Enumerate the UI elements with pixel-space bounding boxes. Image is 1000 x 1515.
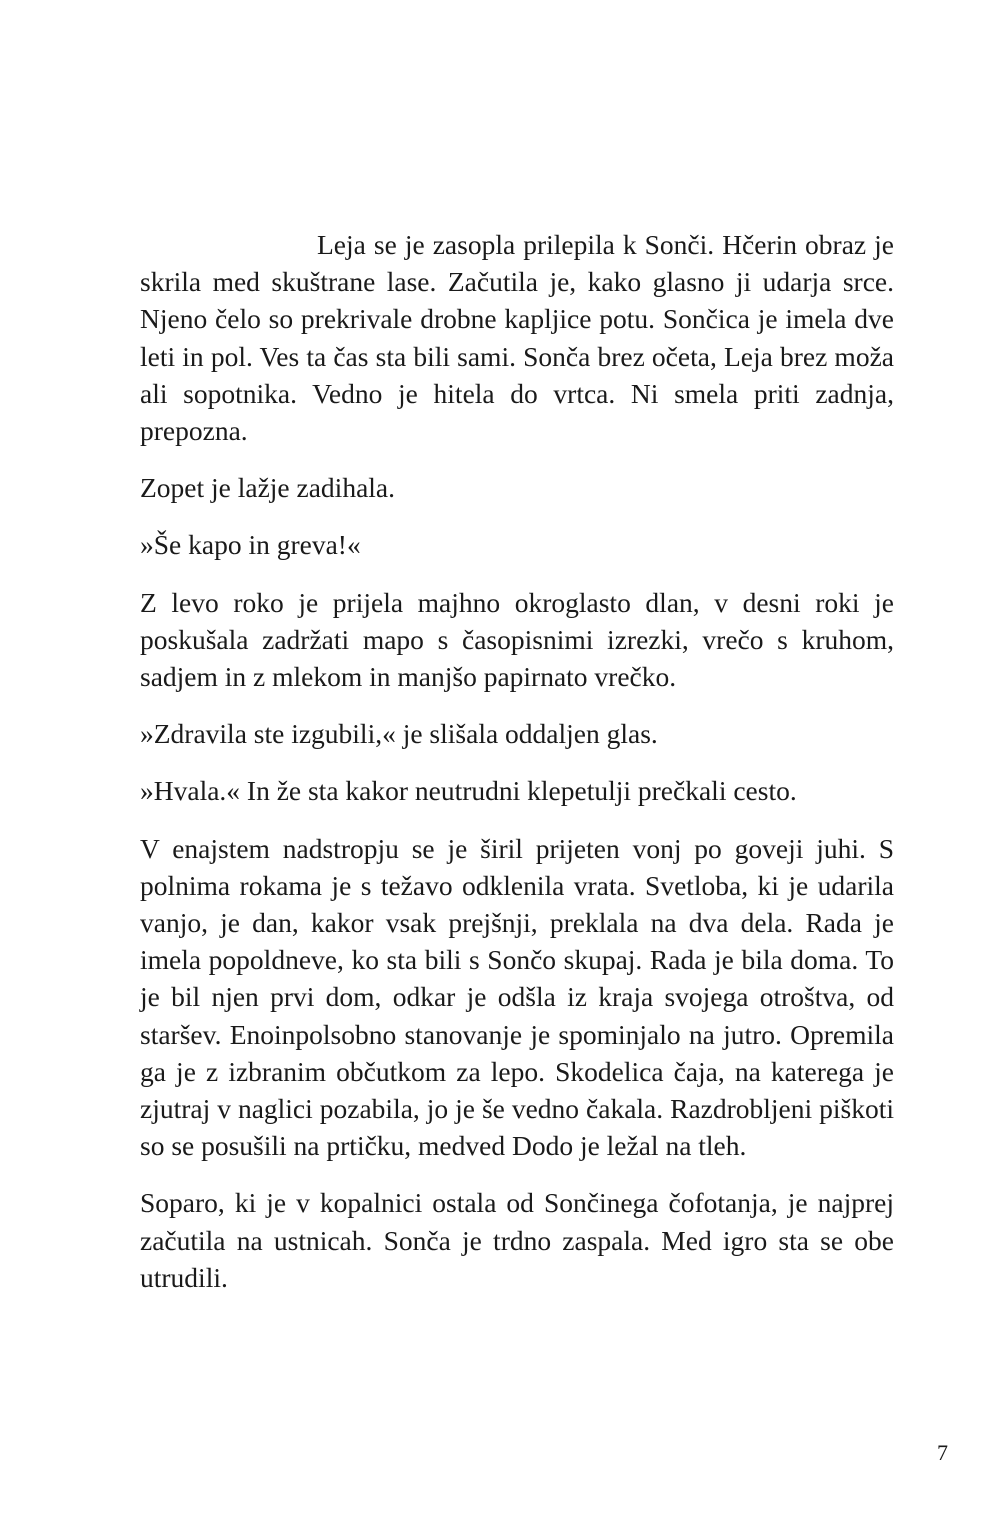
paragraph: V enajstem nadstropju se je širil prijeten vonj po goveji juhi. S polnima rokama je s težavo odklenila vrata. Svetloba, ki je udarila vanjo, je dan, kakor vsak prejšnji, preklala na dva dela. Rada je imela popoldneve, ko sta bili s Sončo skupaj. Rada je bila doma. To je bil njen prvi dom, odkar je odšla iz kraja svojega otroštva, od staršev. Enoinpolsobno stanovanje je spominjalo na jutro. Opremila ga je z izbranim občutkom za lepo. Skodelica čaja, na katerega je zjutraj v naglici pozabila, jo je še vedno čakala. Razdrobljeni piškoti so se posušili na prtičku, medved Dodo je ležal na tleh. [140,832,894,1162]
paragraph-dialogue: »Hvala.« In že sta kakor neutrudni klepetulji prečkali cesto. [140,775,797,807]
page-number: 7 [937,1440,948,1465]
paragraph: Z levo roko je prijela majhno okroglasto dlan, v desni roki je poskušala zadržati mapo s časopisnimi izrezki, vrečo s kruhom, sadjem in z mlekom in manjšo papirnato vrečko. [140,586,894,693]
paragraph-dialogue: »Zdravila ste izgubili,« je slišala oddaljen glas. [140,718,658,750]
paragraph-dialogue: »Še kapo in greva!« [140,529,361,561]
page-body [140,226,894,1316]
paragraph: Soparo, ki je v kopalnici ostala od Sončinega čofotanja, je najprej začutila na ustnicah. Sonča je trdno zaspala. Med igro sta se obe utrudili. [140,1187,894,1293]
paragraph: Zopet je lažje zadihala. [140,472,395,504]
paragraph-opening: Leja se je zasopla prilepila k Sonči. Hčerin obraz je skrila med skuštrane lase. Začutila je, kako glasno ji udarja srce. Njeno čelo so prekrivale drobne kapljice potu. Sončica je imela dve leti in pol. Ves ta čas sta bili sami. Sonča brez očeta, Leja brez moža ali sopotnika. Vedno je hitela do vrtca. Ni smela priti zadnja, prepozna. [140,229,894,447]
